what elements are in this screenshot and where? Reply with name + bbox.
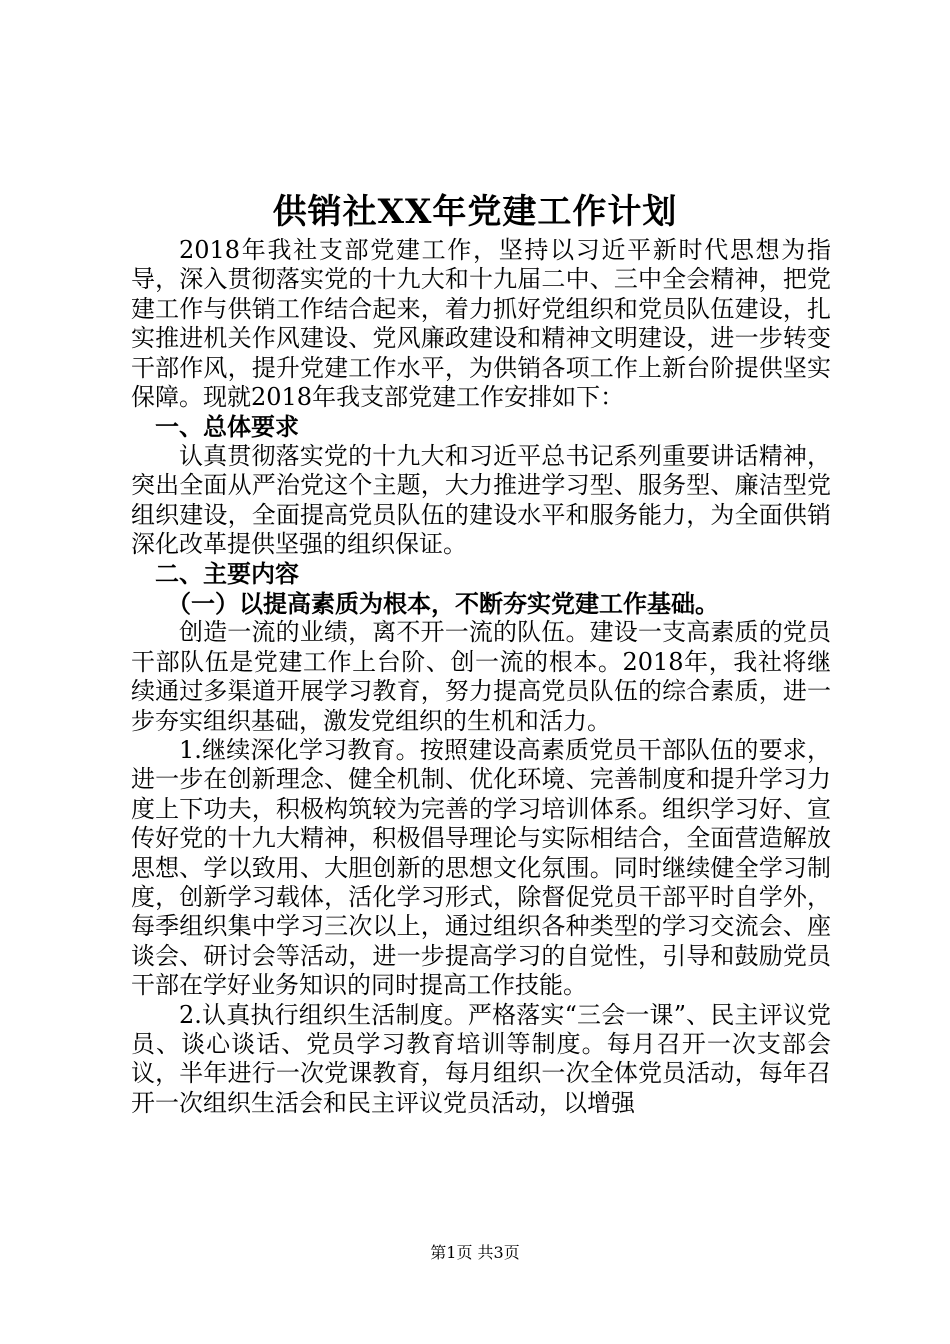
list-item-study: 1.继续深化学习教育。按照建设高素质党员干部队伍的要求，进一步在创新理念、健全机制、优化环境、完善制度和提升学习力度上下功夫，积极构筑较为完善的学习培训体系。组织学习好、宣传好党的十九大精神，积极倡导理论与实际相结合，全面营造解放思想、学以致用、大胆创新的思想文化氛围。同时继续健全学习制度，创新学习载体，活化学习形式，除督促党员干部平时自学外，每季组织集中学习三次以上，通过组织各种类型的学习交流会、座谈会、研讨会等活动，进一步提高学习的自觉性，引导和鼓励党员干部在学好业务知识的同时提高工作技能。 (131, 735, 831, 1000)
document-body (131, 236, 831, 1118)
section-heading-general: 一、总体要求 (155, 412, 299, 442)
subsection-paragraph-1: 创造一流的业绩，离不开一流的队伍。建设一支高素质的党员干部队伍是党建工作上台阶、创一流的根本。2018年，我社将继续通过多渠道开展学习教育，努力提高党员队伍的综合素质，进一步夯实组织基础，激发党组织的生机和活力。 (131, 618, 831, 735)
intro-paragraph: 2018年我社支部党建工作，坚持以习近平新时代思想为指导，深入贯彻落实党的十九大和十九届二中、三中全会精神，把党建工作与供销工作结合起来，着力抓好党组织和党员队伍建设，扎实推进机关作风建设、党风廉政建设和精神文明建设，进一步转变干部作风，提升党建工作水平，为供销各项工作上新台阶提供坚实保障。现就2018年我支部党建工作安排如下： (131, 236, 831, 412)
document-title: 供销社XX年党建工作计划 (272, 192, 678, 232)
section-heading-main: 二、主要内容 (155, 559, 299, 589)
section-paragraph-general: 认真贯彻落实党的十九大和习近平总书记系列重要讲话精神，突出全面从严治党这个主题，大力推进学习型、服务型、廉洁型党组织建设，全面提高党员队伍的建设水平和服务能力，为全面供销深化改革提供坚强的组织保证。 (131, 441, 831, 559)
subsection-heading-1: （一）以提高素质为根本，不断夯实党建工作基础。 (167, 588, 719, 618)
list-item-organization-life: 2.认真执行组织生活制度。严格落实“三会一课”、民主评议党员、谈心谈话、党员学习教育培训等制度。每月召开一次支部会议，半年进行一次党课教育，每月组织一次全体党员活动，每年召开一次组织生活会和民主评议党员活动，以增强 (131, 1000, 831, 1117)
page-footer: 第1页 共3页 (430, 1243, 520, 1262)
